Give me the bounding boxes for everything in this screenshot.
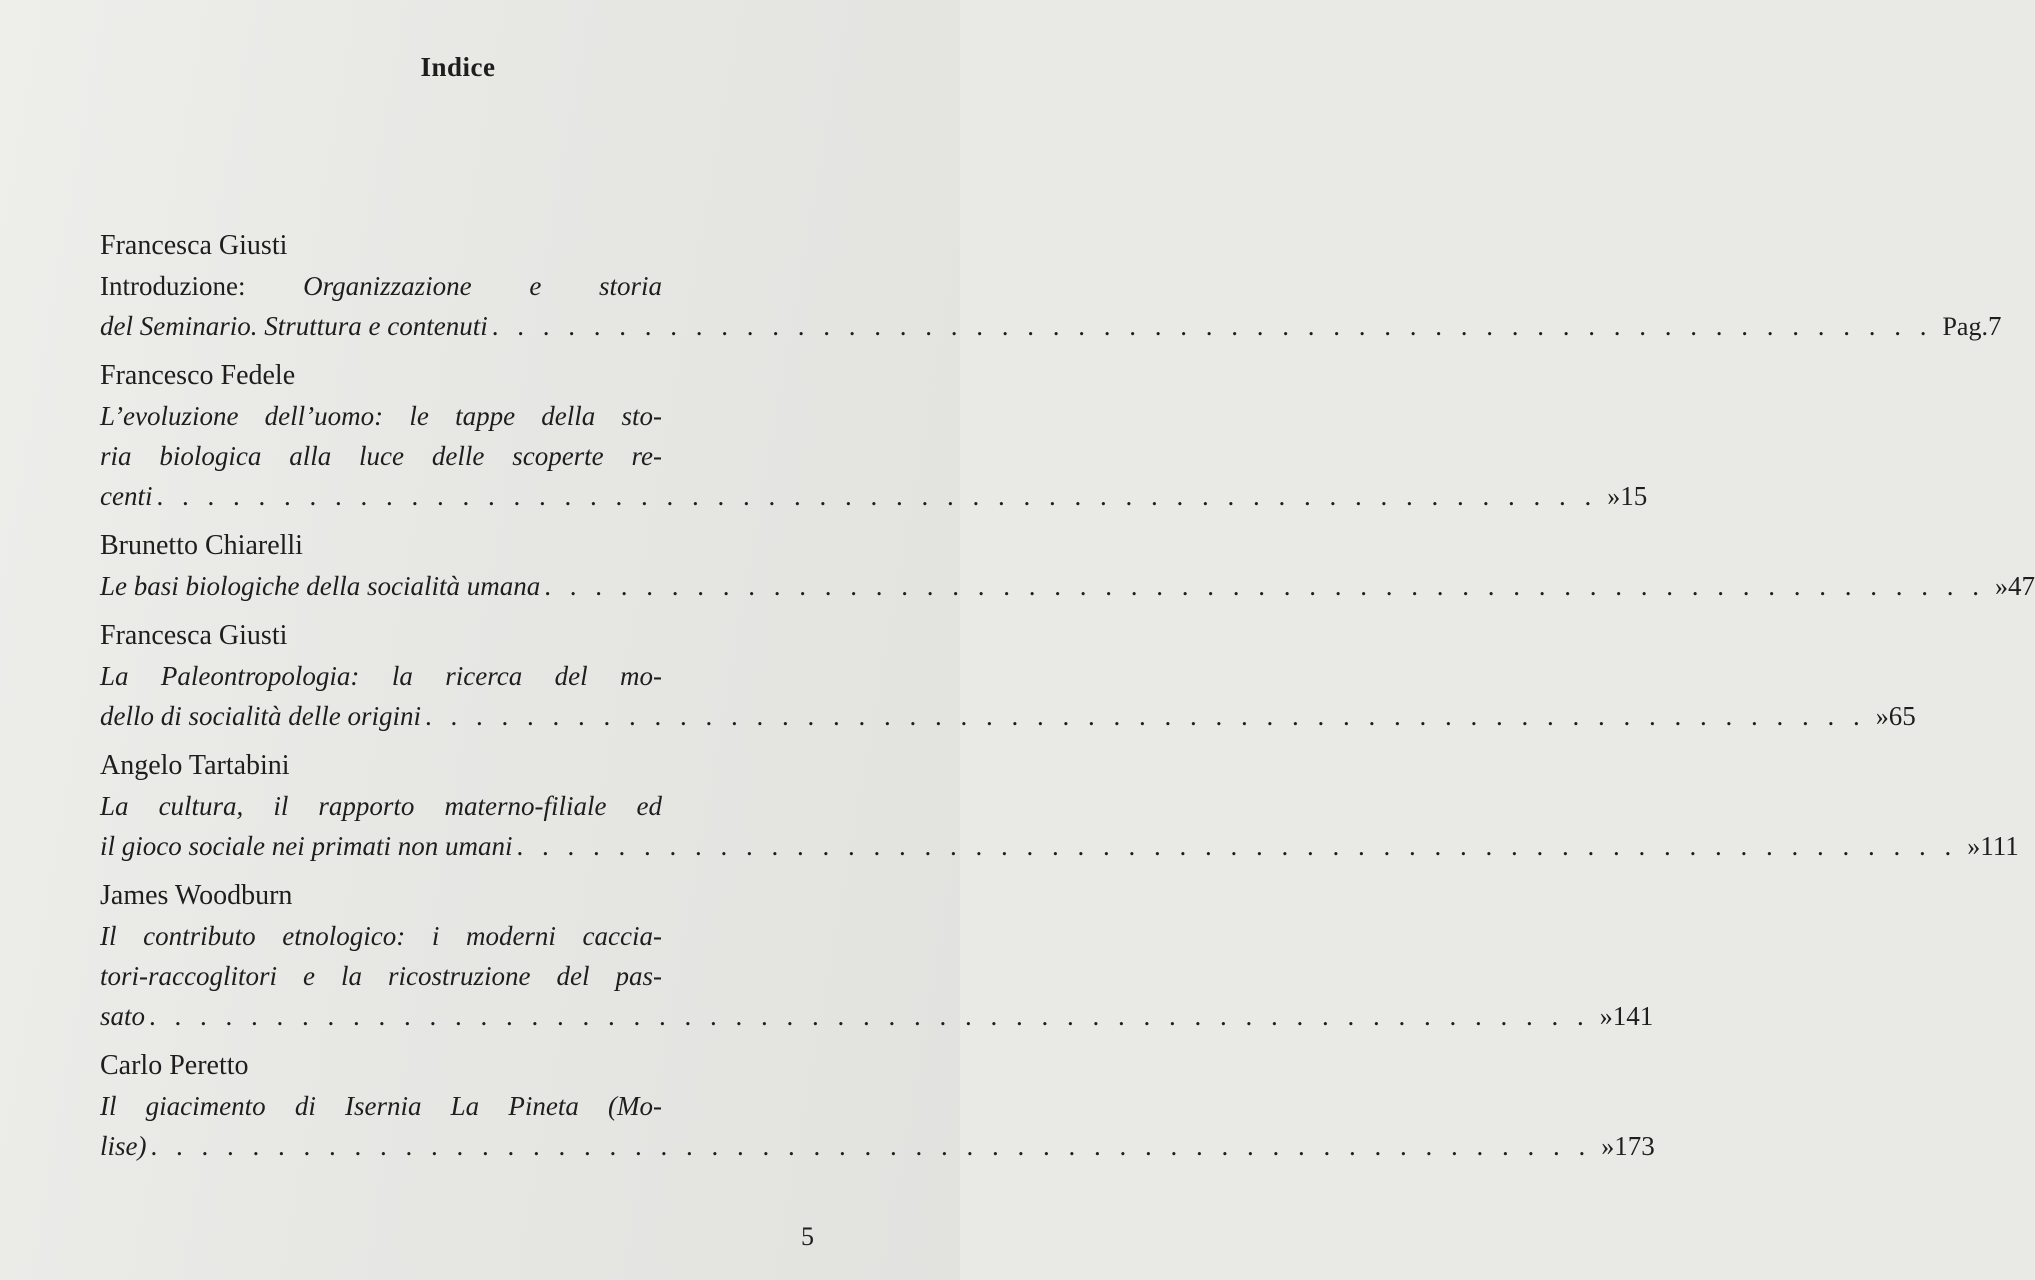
entry-author: Brunetto Chiarelli <box>100 530 303 561</box>
entry-title-text: ria biologica alla luce delle scoperte re- <box>100 441 662 471</box>
page-marker: » <box>1607 482 1621 511</box>
entry-author: Carlo Peretto <box>100 1050 249 1081</box>
page-marker: » <box>1967 832 1981 861</box>
page-marker: » <box>1599 1002 1613 1031</box>
entry-title-text: L’evoluzione dell’uomo: le tappe della sto- <box>100 401 662 431</box>
entry-author: Francesca Giusti <box>100 230 288 261</box>
dot-leader: . . . . . . . . . . . . . . . . . . . . . . . . . . . . . . . . . . . . . . . . . . . . . . . . . . . . . . . . . <box>516 831 1958 861</box>
page-number: 5 <box>801 1222 814 1251</box>
dot-leader: . . . . . . . . . . . . . . . . . . . . . . . . . . . . . . . . . . . . . . . . . . . . . . . . . . . . . . . . . <box>424 701 1866 731</box>
entry-title-line <box>100 656 812 696</box>
entry-author: Angelo Tartabini <box>100 750 290 781</box>
entry-title-text: La Paleontropologia: la ricerca del mo- <box>100 661 662 691</box>
toc-entry <box>100 1046 1655 1166</box>
entry-title-text: sato <box>100 1001 146 1031</box>
entry-title-line <box>100 266 812 306</box>
entry-title-text: La cultura, il rapporto materno-filiale ed <box>100 791 662 821</box>
entry-title-text: tori-raccoglitori e la ricostruzione del pas- <box>100 961 662 991</box>
entry-title-line <box>100 916 812 956</box>
dot-leader: . . . . . . . . . . . . . . . . . . . . . . . . . . . . . . . . . . . . . . . . . . . . . . . . . . . . . . . . . <box>150 1131 1592 1161</box>
page-marker: » <box>1875 702 1889 731</box>
entry-page-number: 141 <box>1612 1001 1654 1031</box>
table-of-contents <box>100 226 2035 1176</box>
entry-last-line <box>100 996 1654 1036</box>
entry-page-number: 111 <box>1980 831 2019 861</box>
entry-title-text: Il contributo etnologico: i moderni caccia- <box>100 921 662 951</box>
entry-last-line <box>100 1126 1655 1166</box>
page-marker: Pag. <box>1942 312 1988 341</box>
entry-page-number: 47 <box>2007 571 2035 601</box>
entry-title-line <box>100 786 812 826</box>
entry-title-text: dello di socialità delle origini <box>100 701 421 731</box>
toc-entry <box>100 356 1648 516</box>
entry-title-line <box>100 956 812 996</box>
entry-page-number: 65 <box>1888 701 1916 731</box>
entry-title-text: il gioco sociale nei primati non umani <box>100 831 513 861</box>
toc-entry <box>100 876 1654 1036</box>
entry-title-prefix: Introduzione: <box>100 271 304 301</box>
entry-page-number: 7 <box>1987 311 2002 341</box>
entry-last-line <box>100 566 2035 606</box>
entry-title-text: Le basi biologiche della socialità umana <box>100 571 541 601</box>
entry-author: Francesca Giusti <box>100 620 288 651</box>
toc-entry <box>100 526 2035 606</box>
entry-title-text: lise) <box>100 1131 147 1161</box>
toc-entry <box>100 226 2002 346</box>
toc-entry <box>100 616 1916 736</box>
toc-entry <box>100 746 2019 866</box>
entry-title-text: Organizzazione e storia <box>303 271 662 301</box>
dot-leader: . . . . . . . . . . . . . . . . . . . . . . . . . . . . . . . . . . . . . . . . . . . . . . . . . . . . . . . . . <box>491 311 1933 341</box>
page-title: Indice <box>420 52 496 82</box>
entry-title-text: Il giacimento di Isernia La Pineta (Mo- <box>100 1091 662 1121</box>
entry-author: James Woodburn <box>100 880 293 911</box>
entry-title-line <box>100 1086 812 1126</box>
entry-title-text: del Seminario. Struttura e contenuti <box>100 311 488 341</box>
entry-author: Francesco Fedele <box>100 360 296 391</box>
entry-last-line <box>100 476 1648 516</box>
entry-last-line <box>100 306 2002 346</box>
entry-title-text: centi <box>100 481 153 511</box>
dot-leader: . . . . . . . . . . . . . . . . . . . . . . . . . . . . . . . . . . . . . . . . . . . . . . . . . . . . . . . . . <box>149 1001 1590 1031</box>
entry-title-line <box>100 436 812 476</box>
entry-page-number: 15 <box>1620 481 1648 511</box>
dot-leader: . . . . . . . . . . . . . . . . . . . . . . . . . . . . . . . . . . . . . . . . . . . . . . . . . . . . . . . . . <box>544 571 1985 601</box>
entry-title-line <box>100 396 812 436</box>
page-marker: » <box>1601 1132 1615 1161</box>
entry-last-line <box>100 696 1916 736</box>
page-marker: » <box>1994 572 2008 601</box>
entry-last-line <box>100 826 2019 866</box>
dot-leader: . . . . . . . . . . . . . . . . . . . . . . . . . . . . . . . . . . . . . . . . . . . . . . . . . . . . . . . . . <box>156 481 1598 511</box>
entry-page-number: 173 <box>1614 1131 1655 1161</box>
